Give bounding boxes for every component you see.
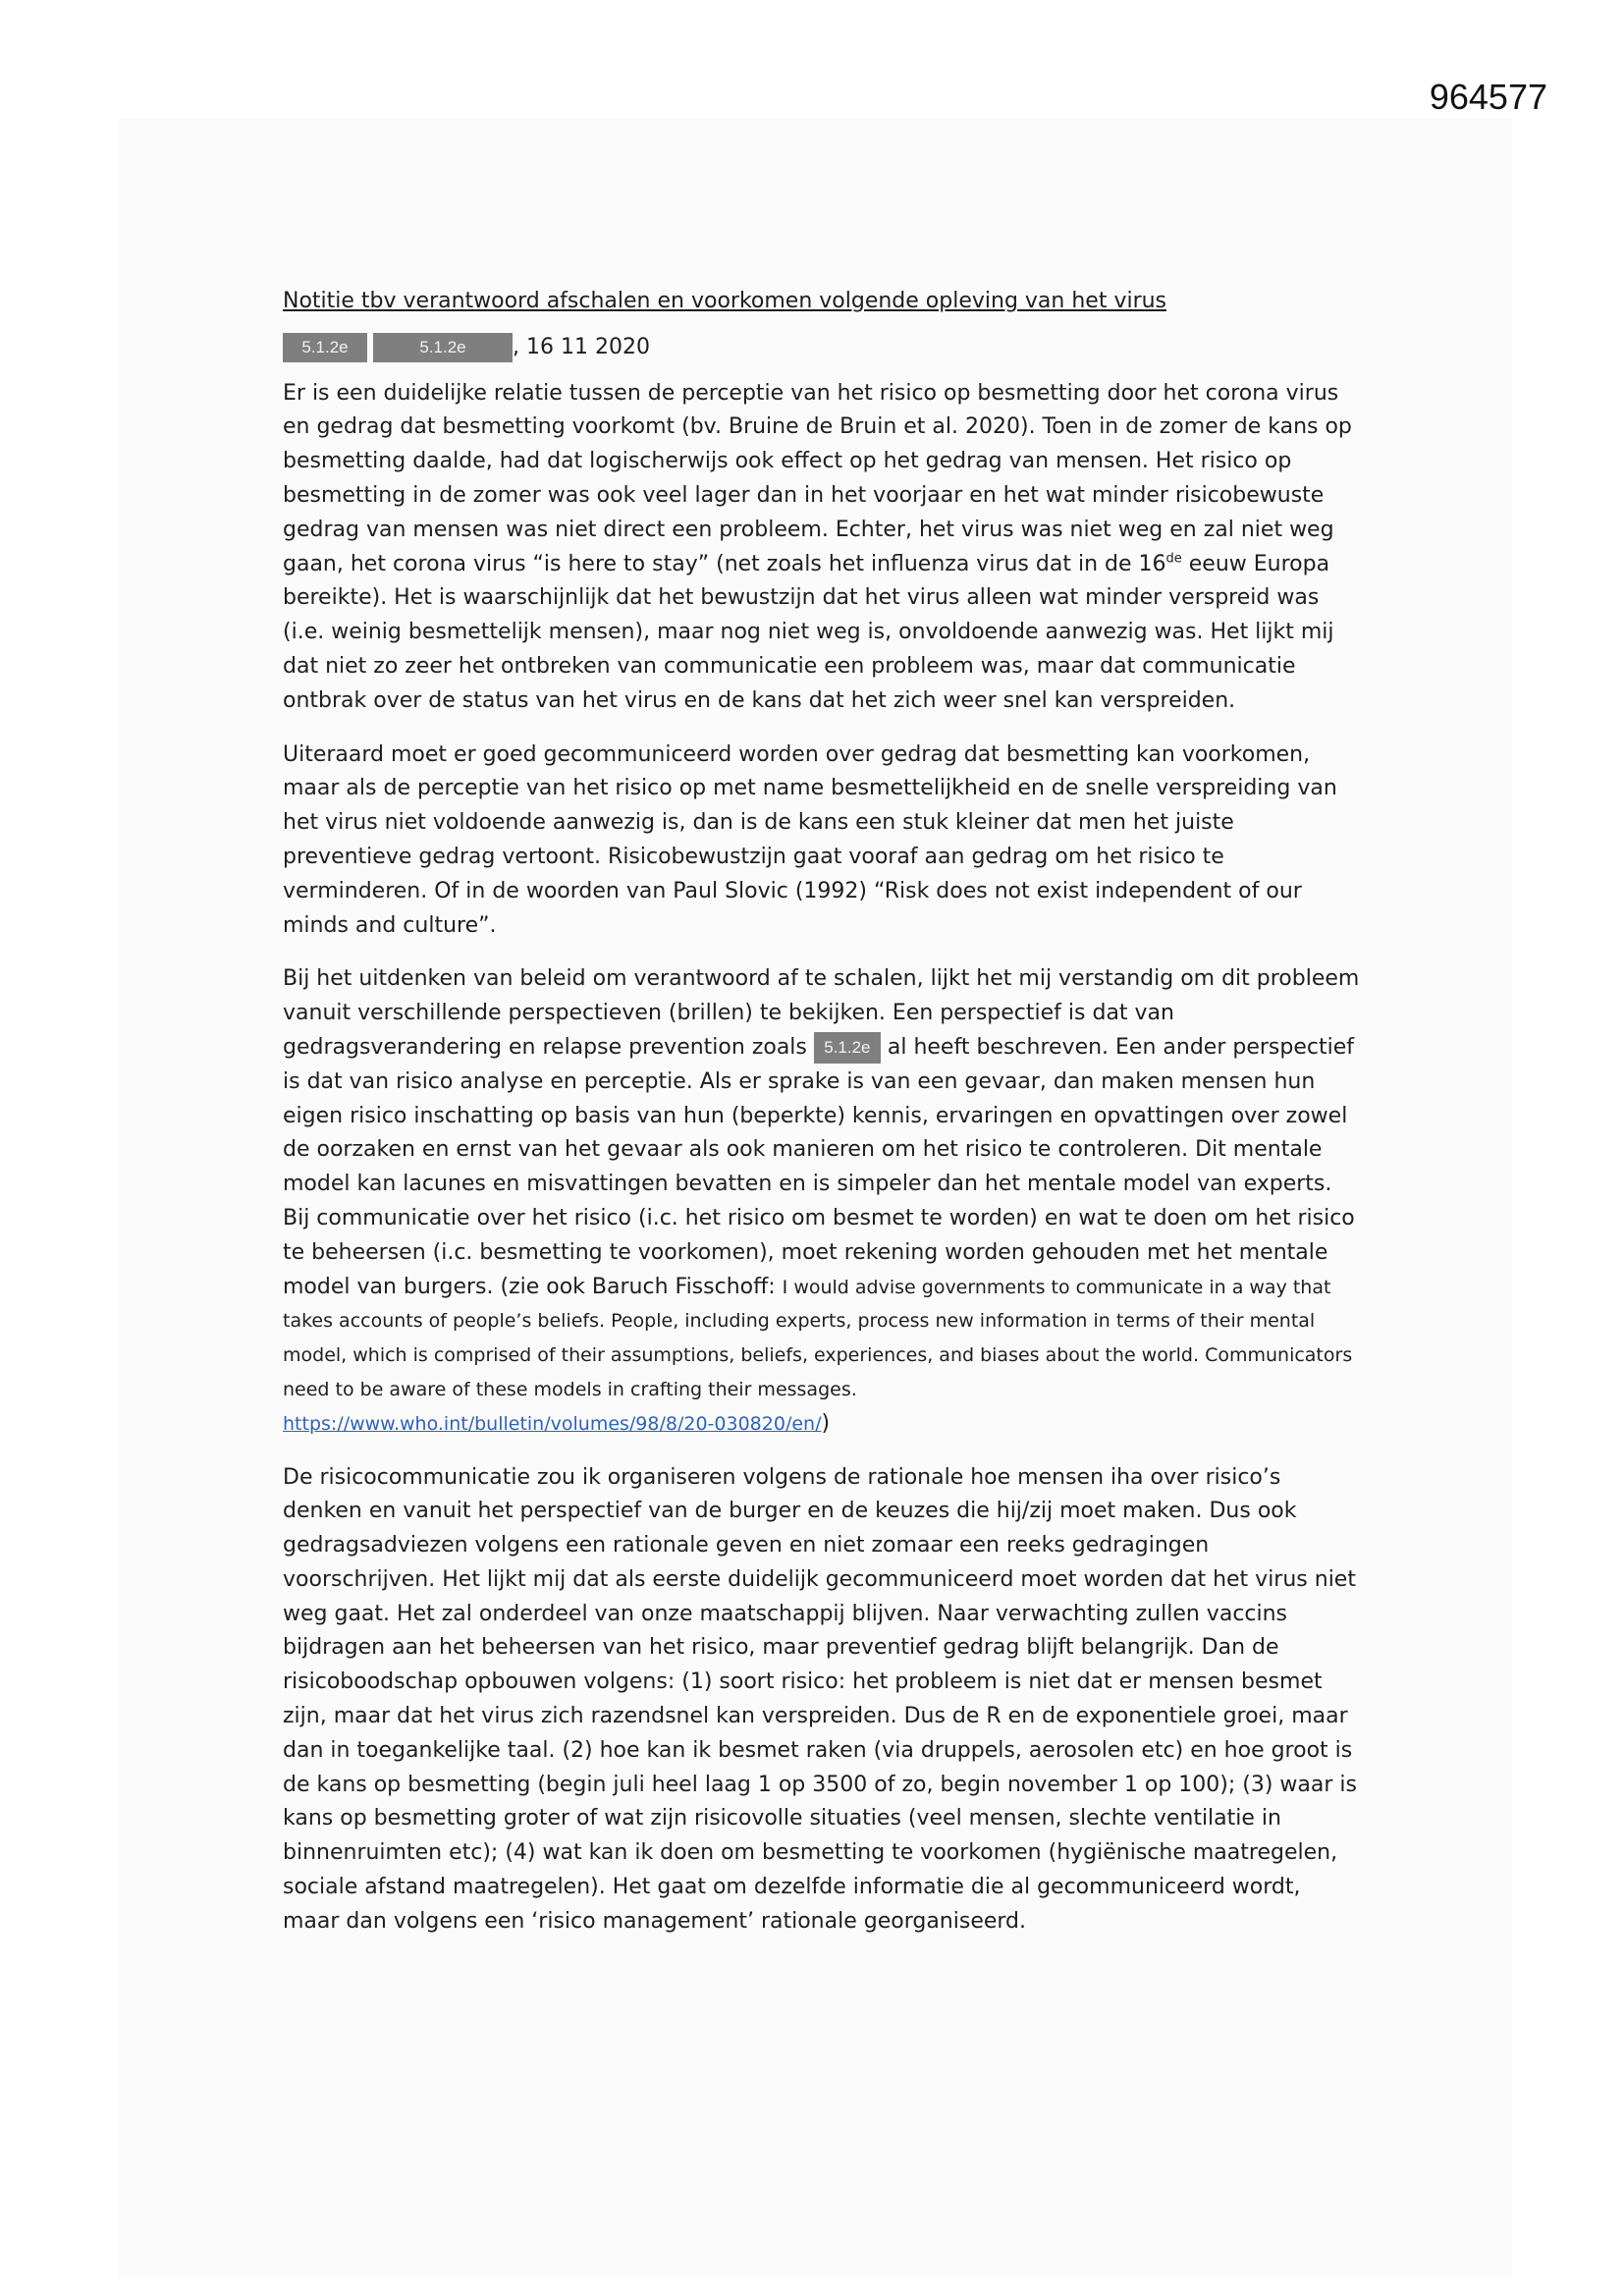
superscript: de — [1165, 551, 1182, 567]
paragraph-3 — [283, 962, 1363, 1441]
paragraph-1-text-cont: eeuw Europa bereikte). Het is waarschijnlijk dat het bewustzijn dat het virus alleen wat minder verspreid was (i.e. weinig besmettelijk mensen), maar nog niet weg is, onvoldoende aanwezig was. Het lijkt mij dat niet zo zeer het ontbreken van communicatie een probleem was, maar dat communicatie ontbrak over de status van het virus en de kans dat het zich weer snel kan verspreiden. — [283, 551, 1334, 713]
redaction-box: 5.1.2e — [283, 333, 367, 362]
paragraph-1 — [283, 377, 1363, 719]
paragraph-3-text: Bij het uitdenken van beleid om verantwoord af te schalen, lijkt het mij verstandig om dit probleem vanuit verschillende perspectieven (brillen) te bekijken. Een perspectief is dat van gedragsverandering en relapse prevention zoals — [283, 966, 1360, 1060]
document-id: 964577 — [1429, 77, 1547, 117]
document-body — [283, 285, 1363, 1959]
paragraph-4: De risicocommunicatie zou ik organiseren volgens de rationale hoe mensen iha over risico’s denken en vanuit het perspectief van de burger en de keuzes die hij/zij moet maken. Dus ook gedragsadviezen volgens een rationale geven en niet zomaar een reeks gedragingen voorschrijven. Het lijkt mij dat als eerste duidelijk gecommuniceerd moet worden dat het virus niet weg gaat. Het zal onderdeel van onze maatschappij blijven. Naar verwachting zullen vaccins bijdragen aan het beheersen van het risico, maar preventief gedrag blijft belangrijk. Dan de risicoboodschap opbouwen volgens: (1) soort risico: het probleem is niet dat er mensen besmet zijn, maar dat het virus zich razendsnel kan verspreiden. Dus de R en de exponentiele groei, maar dan in toegankelijke taal. (2) hoe kan ik besmet raken (via druppels, aerosolen etc) en hoe groot is de kans op besmetting (begin juli heel laag 1 op 3500 of zo, begin november 1 op 100); (3) waar is kans op besmetting groter of wat zijn risicovolle situaties (veel mensen, slechte ventilatie in binnenruimten etc); (4) wat kan ik doen om besmetting te voorkomen (hygiënische maatregelen, sociale afstand maatregelen). Het gaat om dezelfde informatie die al gecommuniceerd wordt, maar dan volgens een ‘risico management’ rationale georganiseerd. — [283, 1464, 1357, 1934]
author-date-line — [283, 331, 1363, 365]
date-text: , 16 11 2020 — [513, 334, 650, 359]
paragraph-3-text-cont: al heeft beschreven. Een ander perspectief is dat van risico analyse en perceptie. Als er sprake is van een gevaar, dan maken mensen hun eigen risico inschatting op basis van hun (beperkte) kennis, ervaringen en opvattingen over zowel de oorzaken en ernst van het gevaar als ook manieren om het risico te controleren. Dit mentale model kan lacunes en misvattingen bevatten en is simpeler dan het mentale model van experts. Bij communicatie over het risico (i.c. het risico om besmet te worden) en wat te doen om het risico te beheersen (i.c. besmetting te voorkomen), moet rekening worden gehouden met het mentale model van burgers. (zie ook Baruch Fisschoff: — [283, 1034, 1355, 1299]
closing-paren: ) — [821, 1410, 831, 1436]
fischhoff-quote: I would advise governments to communicate in a way that takes accounts of people’s beliefs. People, including experts, process new information in terms of their mental model, which is comprised of their assumptions, beliefs, experiences, and biases about the world. Communicators need to be aware of these models in crafting their messages. — [283, 1276, 1353, 1400]
redaction-box: 5.1.2e — [814, 1032, 881, 1064]
document-title: Notitie tbv verantwoord afschalen en voorkomen volgende opleving van het virus — [283, 289, 1167, 313]
paragraph-1-text: Er is een duidelijke relatie tussen de perceptie van het risico op besmetting door het corona virus en gedrag dat besmetting voorkomt (bv. Bruine de Bruin et al. 2020). Toen in de zomer de kans op besmetting daalde, had dat logischerwijs ook effect op het gedrag van mensen. Het risico op besmetting in de zomer was ook veel lager dan in het voorjaar en het wat minder risicobewuste gedrag van mensen was niet direct een probleem. Echter, het virus was niet weg en zal niet weg gaan, het corona virus “is here to stay” (net zoals het influenza virus dat in de 16 — [283, 380, 1352, 576]
paragraph-2: Uiteraard moet er goed gecommuniceerd worden over gedrag dat besmetting kan voorkomen, maar als de perceptie van het risico op met name besmettelijkheid en de snelle verspreiding van het virus niet voldoende aanwezig is, dan is de kans een stuk kleiner dat men het juiste preventieve gedrag vertoont. Risicobewustzijn gaat vooraf aan gedrag om het risico te verminderen. Of in de woorden van Paul Slovic (1992) “Risk does not exist independent of our minds and culture”. — [283, 741, 1337, 938]
who-bulletin-link[interactable]: https://www.who.int/bulletin/volumes/98/8/20-030820/en/ — [283, 1412, 822, 1435]
redaction-box: 5.1.2e — [373, 333, 513, 362]
